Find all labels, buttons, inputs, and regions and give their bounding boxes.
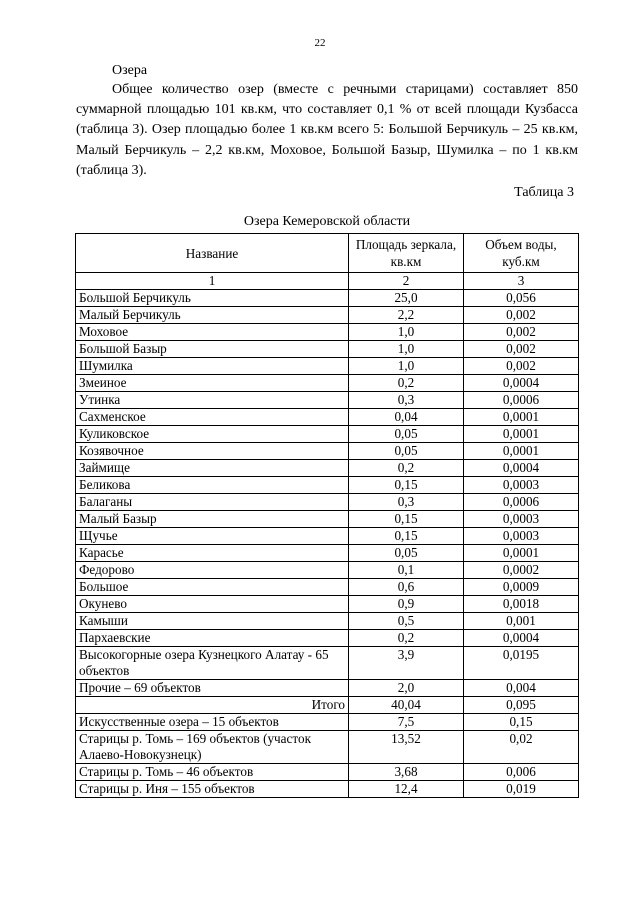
table-row — [76, 460, 579, 477]
area-cell: 0,15 — [349, 477, 464, 494]
volume-cell: 0,002 — [464, 341, 579, 358]
table-row — [76, 494, 579, 511]
area-cell: 0,2 — [349, 630, 464, 647]
area-cell: 0,6 — [349, 579, 464, 596]
volume-cell: 0,019 — [464, 781, 579, 798]
lake-name-cell: Займище — [76, 460, 349, 477]
table-label: Таблица 3 — [514, 185, 574, 200]
area-cell: 40,04 — [349, 697, 464, 714]
lake-name-cell: Балаганы — [76, 494, 349, 511]
area-cell: 0,2 — [349, 375, 464, 392]
volume-cell: 0,0004 — [464, 375, 579, 392]
column-number: 2 — [349, 273, 464, 290]
lake-name-cell: Окунево — [76, 596, 349, 613]
table-row — [76, 562, 579, 579]
volume-cell: 0,001 — [464, 613, 579, 630]
volume-cell: 0,0018 — [464, 596, 579, 613]
lake-name-cell: Итого — [76, 697, 349, 714]
table-row — [76, 290, 579, 307]
table-row — [76, 443, 579, 460]
table-row — [76, 392, 579, 409]
area-cell: 3,9 — [349, 647, 464, 680]
volume-cell: 0,004 — [464, 680, 579, 697]
lake-name-cell: Пархаевские — [76, 630, 349, 647]
area-cell: 25,0 — [349, 290, 464, 307]
volume-cell: 0,02 — [464, 731, 579, 764]
lake-name-cell: Старицы р. Томь – 169 объектов (участок Алаево-Новокузнецк) — [76, 731, 349, 764]
lake-name-cell: Щучье — [76, 528, 349, 545]
lake-name-cell: Куликовское — [76, 426, 349, 443]
table-caption: Озера Кемеровской области — [243, 214, 411, 229]
column-number: 3 — [464, 273, 579, 290]
header-area: Площадь зеркала, кв.км — [349, 234, 464, 273]
volume-cell: 0,002 — [464, 358, 579, 375]
area-cell: 0,3 — [349, 494, 464, 511]
volume-cell: 0,0001 — [464, 545, 579, 562]
table-row — [76, 324, 579, 341]
table-row — [76, 341, 579, 358]
table-row — [76, 579, 579, 596]
table-row — [76, 409, 579, 426]
lake-name-cell: Беликова — [76, 477, 349, 494]
volume-cell: 0,0006 — [464, 392, 579, 409]
table-row — [76, 630, 579, 647]
lake-name-cell: Старицы р. Томь – 46 объектов — [76, 764, 349, 781]
section-title: Озера — [112, 63, 148, 78]
table-row — [76, 781, 579, 798]
table-row — [76, 731, 579, 764]
volume-cell: 0,0004 — [464, 630, 579, 647]
lake-name-cell: Федорово — [76, 562, 349, 579]
table-body — [76, 290, 579, 798]
volume-cell: 0,0003 — [464, 528, 579, 545]
volume-cell: 0,0001 — [464, 409, 579, 426]
header-volume: Объем воды, куб.км — [464, 234, 579, 273]
table-row — [76, 307, 579, 324]
lake-name-cell: Карасье — [76, 545, 349, 562]
table-row — [76, 596, 579, 613]
area-cell: 2,0 — [349, 680, 464, 697]
area-cell: 1,0 — [349, 341, 464, 358]
volume-cell: 0,0195 — [464, 647, 579, 680]
area-cell: 0,05 — [349, 443, 464, 460]
area-cell: 0,05 — [349, 545, 464, 562]
lake-name-cell: Змеиное — [76, 375, 349, 392]
volume-cell: 0,0001 — [464, 443, 579, 460]
volume-cell: 0,095 — [464, 697, 579, 714]
table-row — [76, 477, 579, 494]
lake-name-cell: Большой Базыр — [76, 341, 349, 358]
lake-name-cell: Утинка — [76, 392, 349, 409]
area-cell: 0,9 — [349, 596, 464, 613]
total-row — [76, 697, 579, 714]
table-row — [76, 613, 579, 630]
area-cell: 1,0 — [349, 358, 464, 375]
area-cell: 12,4 — [349, 781, 464, 798]
column-number-row — [76, 273, 579, 290]
table-row — [76, 680, 579, 697]
table-row — [76, 426, 579, 443]
volume-cell: 0,056 — [464, 290, 579, 307]
area-cell: 0,15 — [349, 511, 464, 528]
lake-name-cell: Моховое — [76, 324, 349, 341]
volume-cell: 0,002 — [464, 324, 579, 341]
lake-name-cell: Высокогорные озера Кузнецкого Алатау - 65 объектов — [76, 647, 349, 680]
table-row — [76, 764, 579, 781]
column-number: 1 — [76, 273, 349, 290]
area-cell: 13,52 — [349, 731, 464, 764]
volume-cell: 0,006 — [464, 764, 579, 781]
table-row — [76, 511, 579, 528]
area-cell: 7,5 — [349, 714, 464, 731]
lake-name-cell: Большой Берчикуль — [76, 290, 349, 307]
volume-cell: 0,0004 — [464, 460, 579, 477]
area-cell: 0,2 — [349, 460, 464, 477]
table-row — [76, 647, 579, 680]
volume-cell: 0,0002 — [464, 562, 579, 579]
lake-name-cell: Большое — [76, 579, 349, 596]
area-cell: 2,2 — [349, 307, 464, 324]
lake-name-cell: Шумилка — [76, 358, 349, 375]
table-row — [76, 528, 579, 545]
area-cell: 3,68 — [349, 764, 464, 781]
area-cell: 0,04 — [349, 409, 464, 426]
table-row — [76, 375, 579, 392]
area-cell: 0,05 — [349, 426, 464, 443]
lake-name-cell: Сахменское — [76, 409, 349, 426]
header-name: Название — [76, 234, 349, 273]
lake-name-cell: Старицы р. Иня – 155 объектов — [76, 781, 349, 798]
lake-name-cell: Искусственные озера – 15 объектов — [76, 714, 349, 731]
area-cell: 0,3 — [349, 392, 464, 409]
volume-cell: 0,0006 — [464, 494, 579, 511]
body-paragraph: Общее количество озер (вместе с речными старицами) составляет 850 суммарной площадью 101 кв.км, что составляет 0,1 % от всей площади Кузбасса (таблица 3). Озер площадью более 1 кв.км всего 5: Большой Берчикуль – 25 кв.км, Малый Берчикуль – 2,2 кв.км, Моховое, Большой Базыр, Шумилка – по 1 кв.км (таблица 3). — [76, 82, 578, 178]
table-header-row — [76, 234, 579, 273]
area-cell: 0,5 — [349, 613, 464, 630]
page-number: 22 — [314, 37, 326, 49]
volume-cell: 0,0003 — [464, 477, 579, 494]
table-row — [76, 358, 579, 375]
volume-cell: 0,002 — [464, 307, 579, 324]
lake-name-cell: Камыши — [76, 613, 349, 630]
lake-name-cell: Козявочное — [76, 443, 349, 460]
table-row — [76, 545, 579, 562]
area-cell: 0,15 — [349, 528, 464, 545]
volume-cell: 0,0001 — [464, 426, 579, 443]
volume-cell: 0,15 — [464, 714, 579, 731]
table-row — [76, 714, 579, 731]
volume-cell: 0,0009 — [464, 579, 579, 596]
lake-name-cell: Малый Берчикуль — [76, 307, 349, 324]
area-cell: 1,0 — [349, 324, 464, 341]
lake-name-cell: Прочие – 69 объектов — [76, 680, 349, 697]
volume-cell: 0,0003 — [464, 511, 579, 528]
lakes-table — [75, 233, 579, 798]
lake-name-cell: Малый Базыр — [76, 511, 349, 528]
area-cell: 0,1 — [349, 562, 464, 579]
